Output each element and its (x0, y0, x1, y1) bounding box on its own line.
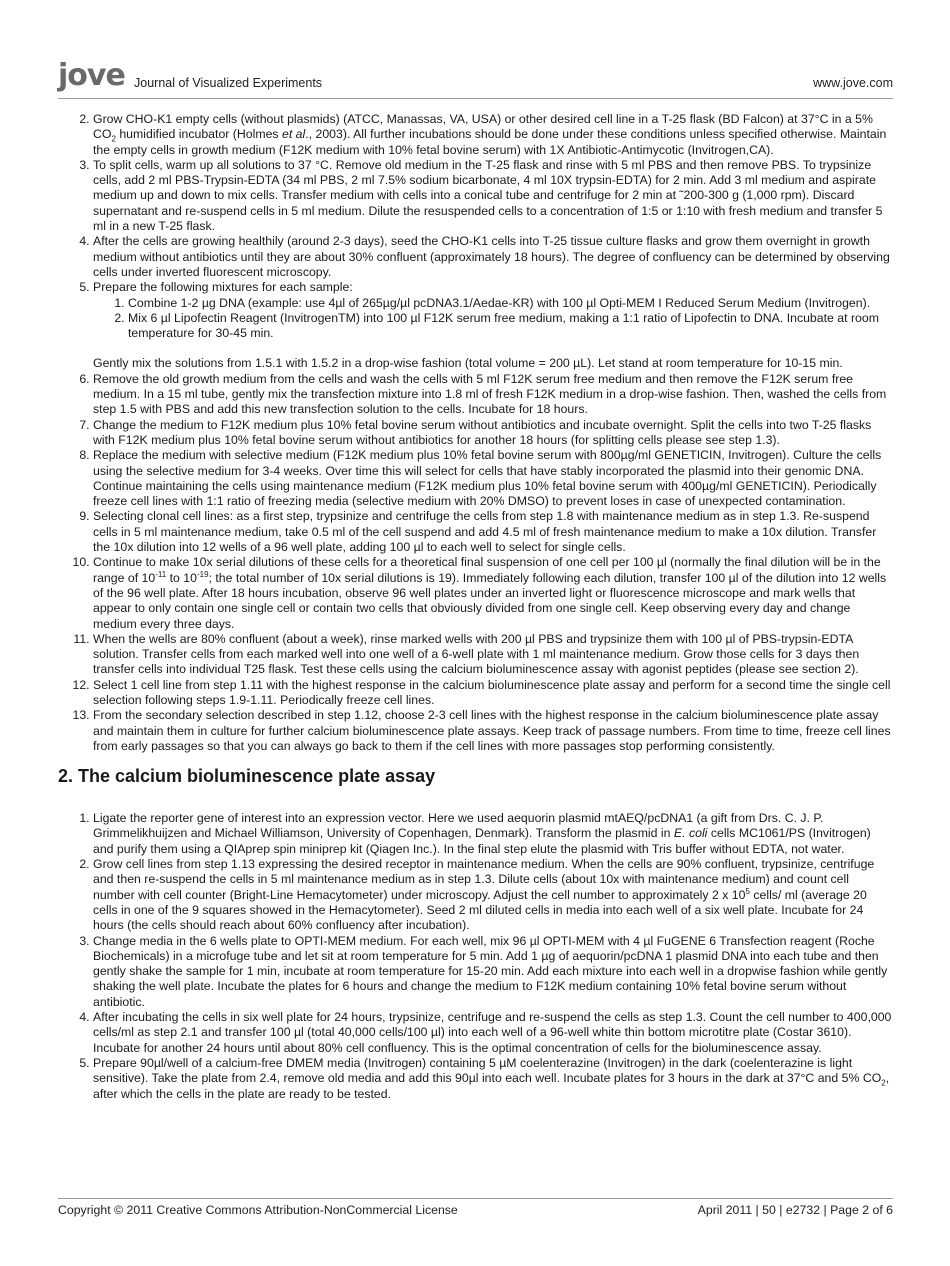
list-item: 10. Continue to make 10x serial dilutions of these cells for a theoretical final suspension of one cell per 100 µl (normally the final dilution will be in the range of $10^{-11}$ to $10^{-19}$; the total number of 10x serial dilutions is 19). Immediately following each dilution, transfer 100 µl of the dilution into 12 wells of the 96 well plate. After 18 hours incubation, observe 96 well plates under an inverted light or fluorescence microscope and mark wells that appear to only contain one single cell or contain two cells that obviously divided from one single cell. Keep observing every day and change medium every three days. (93, 555, 893, 631)
journal-url[interactable]: www.jove.com (813, 76, 893, 90)
article-body (58, 112, 893, 1102)
list-item: 2. Mix 6 µl Lipofectin Reagent (InvitrogenTM) into 100 µl F12K serum free medium, making a 1:1 ratio of Lipofectin to DNA. Incubate at room temperature for 30-45 min. (128, 311, 893, 342)
list-item: 4. After the cells are growing healthily (around 2-3 days), seed the CHO-K1 cells into T-25 tissue culture flasks and grow them overnight in growth medium without antibiotics until they are about 30% confluent (approximately 18 hours). The degree of confluency can be determined by observing cells under inverted fluorescent microscopy. (93, 234, 893, 280)
page-footer (58, 1198, 893, 1217)
section-heading: 2. The calcium bioluminescence plate assay (58, 766, 436, 787)
jove-logo (58, 60, 125, 92)
list-item: 3. Change media in the 6 wells plate to OPTI-MEM medium. For each well, mix 96 µl OPTI-MEM with 4 µl FuGENE 6 Transfection reagent (Roche Biochemicals) in a microfuge tube and let sit at room temperature for 5 min. Add 1 µg of aequorin/pcDNA 1 plasmid DNA into each tube and then gently shake the sample for 1 min, incubate at room temperature for 15-20 min. Add each mixture into each well in a dropwise fashion while gently shaking the well plate. Incubate the plates for 6 hours and change the medium to F12K medium containing 10% fetal bovine serum without antibiotic. (93, 934, 893, 1010)
section2-steps (58, 811, 893, 1102)
page-info: April 2011 | 50 | e2732 | Page 2 of 6 (697, 1203, 893, 1217)
list-item: 1. Ligate the reporter gene of interest into an expression vector. Here we used aequorin plasmid mtAEQ/pcDNA1 (a gift from Drs. C. J. P. Grimmelikhuijzen and Michael Williamson, University of Copenhagen, Denmark). Transform the plasmid in E. coli cells MC1061/PS (Invitrogen) and purify them using a QIAprep spin miniprep kit (Qiagen Inc.). In the final step elute the plasmid with Tris buffer without EDTA, not water. (93, 811, 893, 857)
list-item: 9. Selecting clonal cell lines: as a first step, trypsinize and centrifuge the cells from step 1.8 with maintenance medium as in step 1.3. Re-suspend cells in 5 ml maintenance medium, take 0.5 ml of the cell suspend and add 4.5 ml of fresh maintenance medium to make a 10x dilution. Transfer the 10x dilution into 12 wells of a 96 well plate, adding 100 µl to each well to select for single cells. (93, 509, 893, 555)
list-item: 3. To split cells, warm up all solutions to 37 °C. Remove old medium in the T-25 flask and rinse with 5 ml PBS and then remove PBS. To trypsinize cells, add 2 ml PBS-Trypsin-EDTA (34 ml PBS, 2 ml 7.5% sodium bicarbonate, 4 ml 10X trypsin-EDTA) for 2 min. Add 3 ml medium and aspirate medium up and down to mix cells. Transfer medium with cells into a conical tube and centrifuge for 2 min at ˜200-300 g (1,000 rpm). Discard supernatant and re-suspend cells in 5 ml medium. Dilute the resuspended cells to a concentration of 1:5 or 1:10 with fresh medium and transfer 5 ml in a new T-25 flask. (93, 158, 893, 234)
sub-steps (93, 296, 893, 342)
list-item: 5. Prepare the following mixtures for each sample: 1. Combine 1-2 µg DNA (example: use 4µl of 265µg/µl pcDNA3.1/Aedae-KR) with 100 µl Opti-MEM I Reduced Serum Medium (Invitrogen). 2. Mix 6 µl Lipofectin Reagent (InvitrogenTM) into 100 µl F12K serum free medium, making a 1:1 ratio of Lipofectin to DNA. Incubate at room temperature for 30-45 min. Gently mix the solutions from 1.5.1 with 1.5.2 in a drop-wise fashion (total volume = 200 µL). Let stand at room temperature for 10-15 min. (93, 280, 893, 371)
list-item: 2. Grow CHO-K1 empty cells (without plasmids) (ATCC, Manassas, VA, USA) or other desired cell line in a T-25 flask (BD Falcon) at 37°C in a 5% $CO_2$ humidified incubator (Holmes et al., 2003). All further incubations should be done under these conditions unless specified otherwise. Maintain the empty cells in growth medium (F12K medium with 10% fetal bovine serum) with 1X Antibiotic-Antimycotic (Invitrogen,CA). (93, 112, 893, 158)
page-header (58, 58, 893, 99)
list-item: 2. Grow cell lines from step 1.13 expressing the desired receptor in maintenance medium. When the cells are 90% confluent, trypsinize, centrifuge and then re-suspend the cells in 5 ml maintenance medium as in step 1.3. Dilute cells (about 10x with maintenance medium) and count cell number with cell counter (Bright-Line Hemacytometer) under microscopy. Adjust the cell number to approximately 2 x $10^5$ cells/ ml (average 20 cells in one of the 9 squares showed in the Hemacytometer). Seed 2 ml diluted cells in media into each well of a six well plate. Incubate for 24 hours (the cells should reach about 60% confluency after incubation). (93, 857, 893, 933)
list-item: 1. Combine 1-2 µg DNA (example: use 4µl of 265µg/µl pcDNA3.1/Aedae-KR) with 100 µl Opti-MEM I Reduced Serum Medium (Invitrogen). (128, 296, 893, 311)
list-item: 13. From the secondary selection described in step 1.12, choose 2-3 cell lines with the highest response in the calcium bioluminescence plate assay and maintain them in culture for further calcium bioluminescence plate assays. Keep track of passage numbers. From time to time, freeze cell lines from early passages so that you can always go back to them if the cell lines with more passages stop performing consistently. (93, 708, 893, 754)
list-item: 5. Prepare 90µl/well of a calcium-free DMEM media (Invitrogen) containing 5 µM coelenterazine (Invitrogen) in the dark (coelenterazine is light sensitive). Take the plate from 2.4, remove old media and add this 90µl into each well. Incubate plates for 3 hours in the dark at 37°C and 5% $CO_2$, after which the cells in the plate are ready to be tested. (93, 1056, 893, 1102)
list-item: 6. Remove the old growth medium from the cells and wash the cells with 5 ml F12K serum free medium and then remove the F12K serum free medium. In a 15 ml tube, gently mix the transfection mixture into 1.8 ml of fresh F12K medium in a drop-wise fashion. Then, washed the cells from step 1.5 with PBS and add this new transfection solution to the cells. Incubate for 18 hours. (93, 372, 893, 418)
logo-text: jove (58, 58, 125, 93)
copyright-text: Copyright © 2011 Creative Commons Attribution-NonCommercial License (58, 1203, 458, 1217)
section1-steps (58, 112, 893, 754)
list-item: 8. Replace the medium with selective medium (F12K medium plus 10% fetal bovine serum with 800µg/ml GENETICIN, Invitrogen). Culture the cells using the selective medium for 3-4 weeks. Over time this will select for cells that have stably incorporated the plasmid into their genomic DNA. Continue maintaining the cells using maintenance medium (F12K medium plus 10% fetal bovine serum with 400µg/ml GENETICIN). Periodically freeze cell lines with 1:1 ratio of freezing media (selective medium with 20% DMSO) to prevent loses in case of unexpected contamination. (93, 448, 893, 509)
journal-title: Journal of Visualized Experiments (134, 76, 323, 90)
list-item: 12. Select 1 cell line from step 1.11 with the highest response in the calcium bioluminescence plate assay and perform for a second time the single cell selection following steps 1.9-1.11. Periodically freeze cell lines. (93, 678, 893, 709)
list-item: 7. Change the medium to F12K medium plus 10% fetal bovine serum without antibiotics and incubate overnight. Split the cells into two T-25 flasks with F12K medium plus 10% fetal bovine serum without antibiotics for another 18 hours (for splitting cells please see step 1.3). (93, 418, 893, 449)
list-item: 4. After incubating the cells in six well plate for 24 hours, trypsinize, centrifuge and re-suspend the cells as step 1.3. Count the cell number to 400,000 cells/ml as step 2.1 and transfer 100 µl (total 40,000 cells/100 µl) into each well of a 96-well white thin bottom microtitre plate (Costar 3610). Incubate for another 24 hours until about 80% cell confluency. This is the optimal concentration of cells for the bioluminescence assay. (93, 1010, 893, 1056)
list-item: 11. When the wells are 80% confluent (about a week), rinse marked wells with 200 µl PBS and trypsinize them with 100 µl of PBS-trypsin-EDTA solution. Transfer cells from each marked well into one well of a 6-well plate with 1 ml maintenance medium. Grow those cells for 3 days then transfer cells into individual T25 flask. Test these cells using the calcium bioluminescence assay with agonist peptides (please see section 2). (93, 632, 893, 678)
